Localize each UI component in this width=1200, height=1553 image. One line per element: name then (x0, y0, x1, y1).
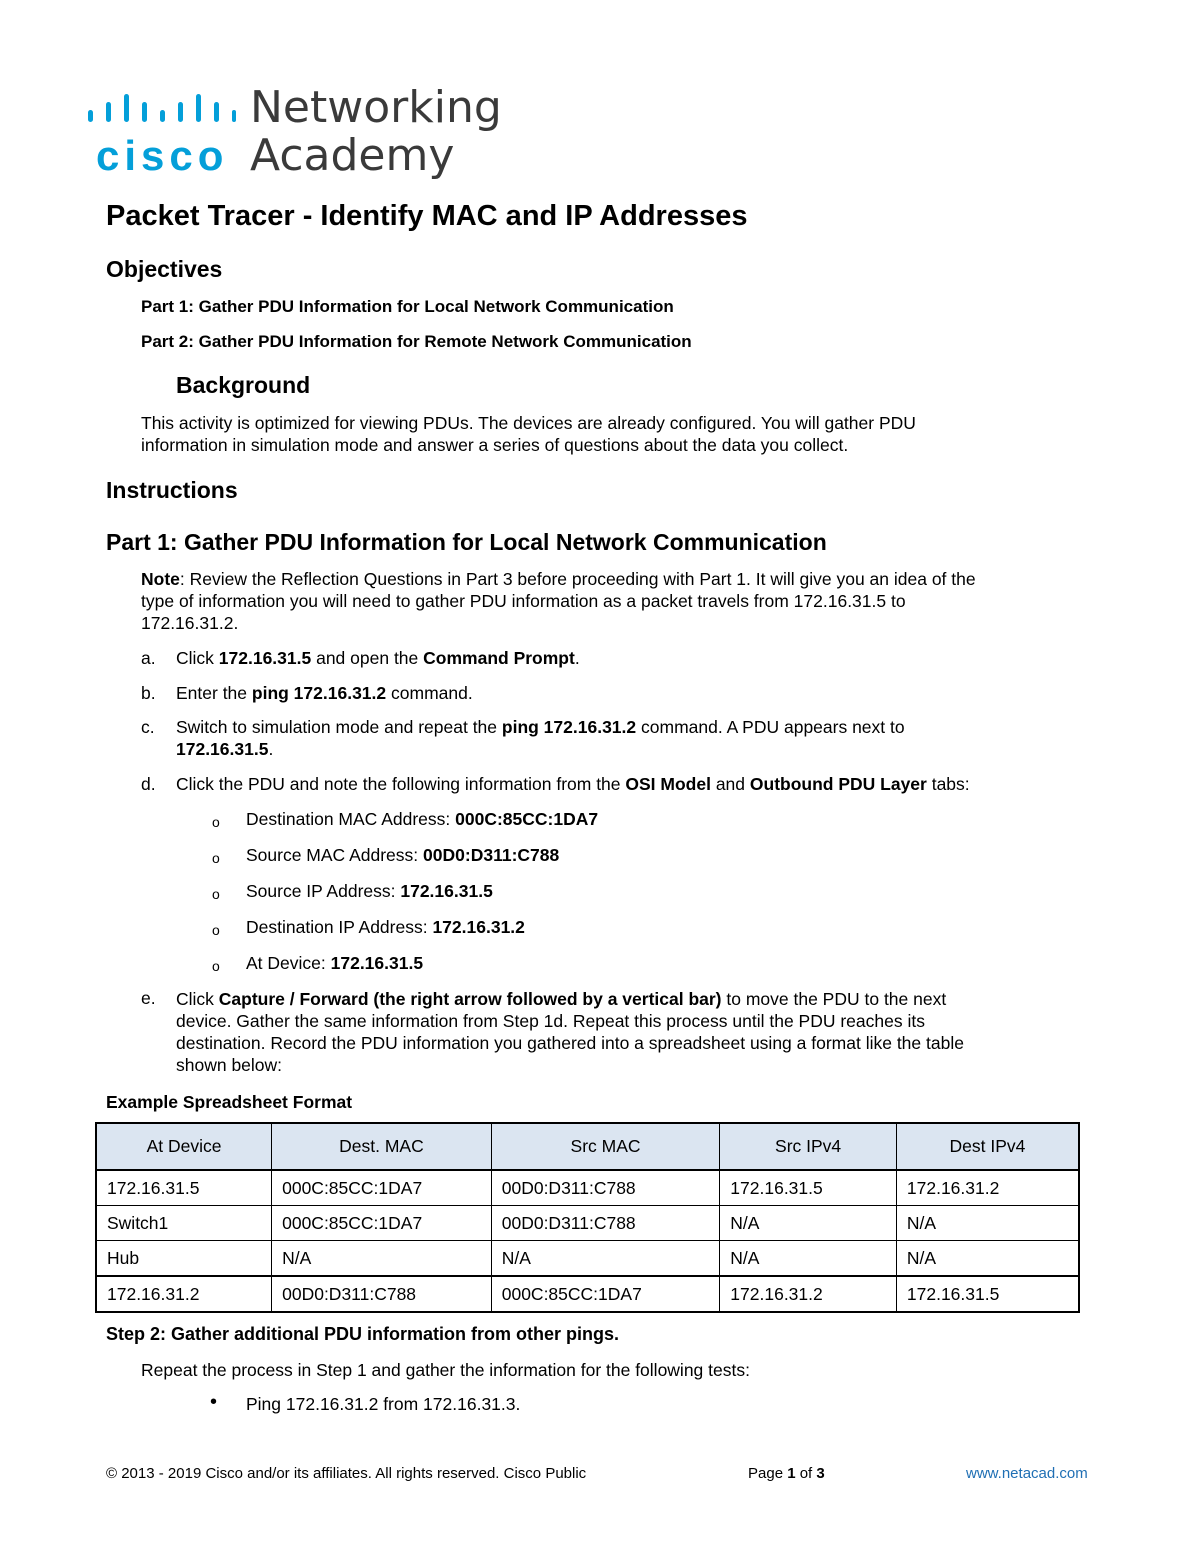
step-d-letter: d. (141, 774, 156, 794)
table-cell: N/A (896, 1241, 1079, 1277)
table-cell: 000C:85CC:1DA7 (272, 1206, 492, 1241)
col-header-dest-mac: Dest. MAC (272, 1123, 492, 1170)
table-cell: 172.16.31.5 (96, 1170, 272, 1206)
table-cell: 172.16.31.5 (720, 1170, 897, 1206)
objective-part2: Part 2: Gather PDU Information for Remote Network Communication (141, 332, 692, 351)
table-cell: 00D0:D311:C788 (491, 1170, 720, 1206)
step-b-letter: b. (141, 683, 156, 703)
step-e-text: Click Capture / Forward (the right arrow followed by a vertical bar) to move the PDU to the next (176, 989, 947, 1009)
note-line2: type of information you will need to gather PDU information as a packet travels from 172.16.31.5 to (141, 591, 906, 611)
table-cell: 172.16.31.2 (96, 1276, 272, 1312)
table-cell: N/A (720, 1241, 897, 1277)
step-e-line2: device. Gather the same information from Step 1d. Repeat this process until the PDU reaches its (176, 1011, 925, 1031)
table-row (96, 1241, 1079, 1277)
bullet-marker: o (212, 850, 220, 866)
table-cell: 000C:85CC:1DA7 (491, 1276, 720, 1312)
cisco-wordmark: cisco (96, 132, 229, 179)
bullet-marker: o (212, 922, 220, 938)
table-cell: 00D0:D311:C788 (272, 1276, 492, 1312)
step-e-line4: shown below: (176, 1055, 283, 1075)
bullet-dest-ip: Destination IP Address: 172.16.31.2 (246, 917, 525, 937)
bullet-at-device: At Device: 172.16.31.5 (246, 953, 424, 973)
step-b-text: Enter the ping 172.16.31.2 command. (176, 683, 473, 703)
bullet-marker: • (210, 1391, 218, 1413)
col-header-dest-ipv4: Dest IPv4 (896, 1123, 1079, 1170)
table-header-row (96, 1123, 1079, 1170)
step-c-text: Switch to simulation mode and repeat the ping 172.16.31.2 command. A PDU appears next to (176, 717, 905, 737)
step-e-line3: destination. Record the PDU information you gathered into a spreadsheet using a format like the table (176, 1033, 964, 1053)
example-spreadsheet-table (95, 1122, 1080, 1313)
step-a-text: Click 172.16.31.5 and open the Command Prompt. (176, 648, 580, 668)
table-cell: N/A (491, 1241, 720, 1277)
background-line1: This activity is optimized for viewing PDUs. The devices are already configured. You will gather PDU (141, 413, 916, 433)
example-spreadsheet-heading: Example Spreadsheet Format (106, 1092, 353, 1112)
col-header-src-ipv4: Src IPv4 (720, 1123, 897, 1170)
step-c-letter: c. (141, 717, 155, 737)
table-cell: Hub (96, 1241, 272, 1277)
footer-netacad-link[interactable]: www.netacad.com (966, 1465, 1088, 1482)
step2-bullet-ping: Ping 172.16.31.2 from 172.16.31.3. (246, 1394, 521, 1414)
step2-heading: Step 2: Gather additional PDU information from other pings. (106, 1324, 620, 1344)
footer-copyright: © 2013 - 2019 Cisco and/or its affiliates. All rights reserved. Cisco Public (106, 1465, 587, 1482)
table-cell: N/A (720, 1206, 897, 1241)
table-cell: 172.16.31.5 (896, 1276, 1079, 1312)
footer-page-number: Page 1 of 3 (748, 1465, 825, 1482)
page-title: Packet Tracer - Identify MAC and IP Addresses (106, 200, 748, 232)
bullet-dest-mac: Destination MAC Address: 000C:85CC:1DA7 (246, 809, 599, 829)
table-cell: 172.16.31.2 (896, 1170, 1079, 1206)
col-header-src-mac: Src MAC (491, 1123, 720, 1170)
step-d-text: Click the PDU and note the following information from the OSI Model and Outbound PDU Layer tabs: (176, 774, 970, 794)
background-line2: information in simulation mode and answer a series of questions about the data you collect. (141, 435, 849, 455)
bullet-marker: o (212, 958, 220, 974)
note-line3: 172.16.31.2. (141, 613, 239, 633)
objectives-heading: Objectives (106, 256, 223, 282)
table-cell: 00D0:D311:C788 (491, 1206, 720, 1241)
step-c-text-line2: 172.16.31.5. (176, 739, 274, 759)
table-row (96, 1276, 1079, 1312)
cisco-bars-icon (86, 92, 236, 128)
bullet-src-mac: Source MAC Address: 00D0:D311:C788 (246, 845, 560, 865)
table-cell: 172.16.31.2 (720, 1276, 897, 1312)
table-row (96, 1206, 1079, 1241)
objective-part1: Part 1: Gather PDU Information for Local Network Communication (141, 297, 674, 316)
step-a-letter: a. (141, 648, 156, 668)
cisco-networking-academy-logo (82, 82, 502, 186)
instructions-heading: Instructions (106, 477, 238, 503)
background-heading: Background (176, 372, 311, 398)
step2-intro: Repeat the process in Step 1 and gather the information for the following tests: (141, 1360, 750, 1380)
table-row (96, 1170, 1079, 1206)
note-label: Note (141, 569, 180, 589)
step-e-letter: e. (141, 988, 156, 1008)
bullet-marker: o (212, 814, 220, 830)
note-line1: Note: Review the Reflection Questions in Part 3 before proceeding with Part 1. It will give you an idea of the (141, 569, 976, 589)
table-cell: 000C:85CC:1DA7 (272, 1170, 492, 1206)
bullet-src-ip: Source IP Address: 172.16.31.5 (246, 881, 493, 901)
table-cell: N/A (272, 1241, 492, 1277)
logo-academy-text: Academy (250, 130, 455, 181)
part1-heading: Part 1: Gather PDU Information for Local Network Communication (106, 529, 827, 555)
bullet-marker: o (212, 886, 220, 902)
logo-networking-text: Networking (250, 82, 502, 133)
table-cell: Switch1 (96, 1206, 272, 1241)
col-header-at-device: At Device (96, 1123, 272, 1170)
table-cell: N/A (896, 1206, 1079, 1241)
